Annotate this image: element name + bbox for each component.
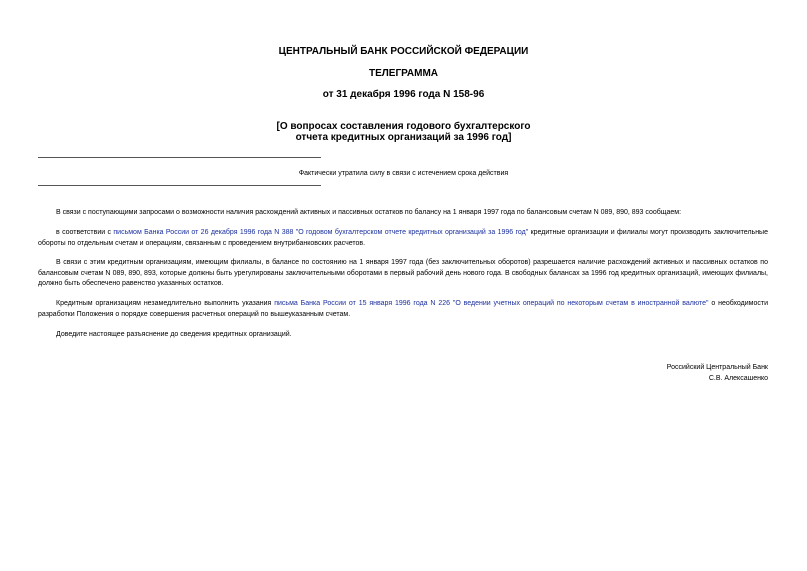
paragraph-4-text-end: о необходимости разработки Положения о порядке совершения расчетных операций по вышеуказанным счетам.: [38, 300, 768, 318]
signature-block: [667, 362, 768, 384]
subject-line-1: [О вопросах составления годового бухгалтерского: [276, 121, 531, 132]
bottom-divider: [38, 185, 321, 186]
document-type: ТЕЛЕГРАММА: [368, 68, 439, 79]
letter-226-link[interactable]: письма Банка России от 15 января 1996 года N 226 "О ведении учетных операций по некоторым счетам в иностранной валюте": [274, 300, 709, 307]
issuer-title: ЦЕНТРАЛЬНЫЙ БАНК РОССИЙСКОЙ ФЕДЕРАЦИИ: [278, 46, 529, 57]
paragraph-4-text-start: Кредитным организациям незамедлительно выполнить указания: [56, 300, 275, 307]
status-note: Фактически утратила силу в связи с истечением срока действия: [298, 170, 509, 177]
document-date: от 31 декабря 1996 года N 158-96: [322, 89, 485, 100]
document-subject: [180, 121, 627, 143]
paragraph-5: Доведите настоящее разъяснение до сведения кредитных организаций.: [56, 331, 292, 338]
signature-organization: Российский Центральный Банк: [666, 364, 768, 371]
paragraph-2-text-start: в соответствии с: [56, 229, 114, 236]
top-divider: [38, 157, 321, 158]
paragraph-2-text-end: кредитные организации и филиалы могут производить заключительные обороты по отдельным счетам и операциям, связанным с проведением внутрибанковских расчетов.: [38, 229, 768, 247]
signature-name: С.В. Алексашенко: [708, 375, 768, 382]
paragraph-3: В связи с этим кредитным организациям, имеющим филиалы, в балансе по состоянию на 1 января 1997 года (без заключительных оборотов) разрешается наличие расхождений активных и пассивных остатков по балансовым счетам N 089, 890, 893, которые должны быть урегулированы заключительными оборотами в первый рабочий день нового года. В свободных балансах за 1996 год кредитных организаций, имеющих филиалы, должно быть обеспечено равенство указанных остатков.: [38, 259, 768, 287]
subject-line-2: отчета кредитных организаций за 1996 год]: [295, 132, 512, 143]
letter-388-link[interactable]: письмом Банка России от 26 декабря 1996 года N 388 "О годовом бухгалтерском отчете кредитных организаций за 1996 год": [113, 229, 529, 236]
paragraph-1: В связи с поступающими запросами о возможности наличия расхождений активных и пассивных остатков по балансу на 1 января 1997 года по балансовым счетам N 089, 890, 893 сообщаем:: [56, 209, 682, 216]
paragraph-4: [38, 299, 768, 320]
paragraph-2: [38, 228, 768, 249]
